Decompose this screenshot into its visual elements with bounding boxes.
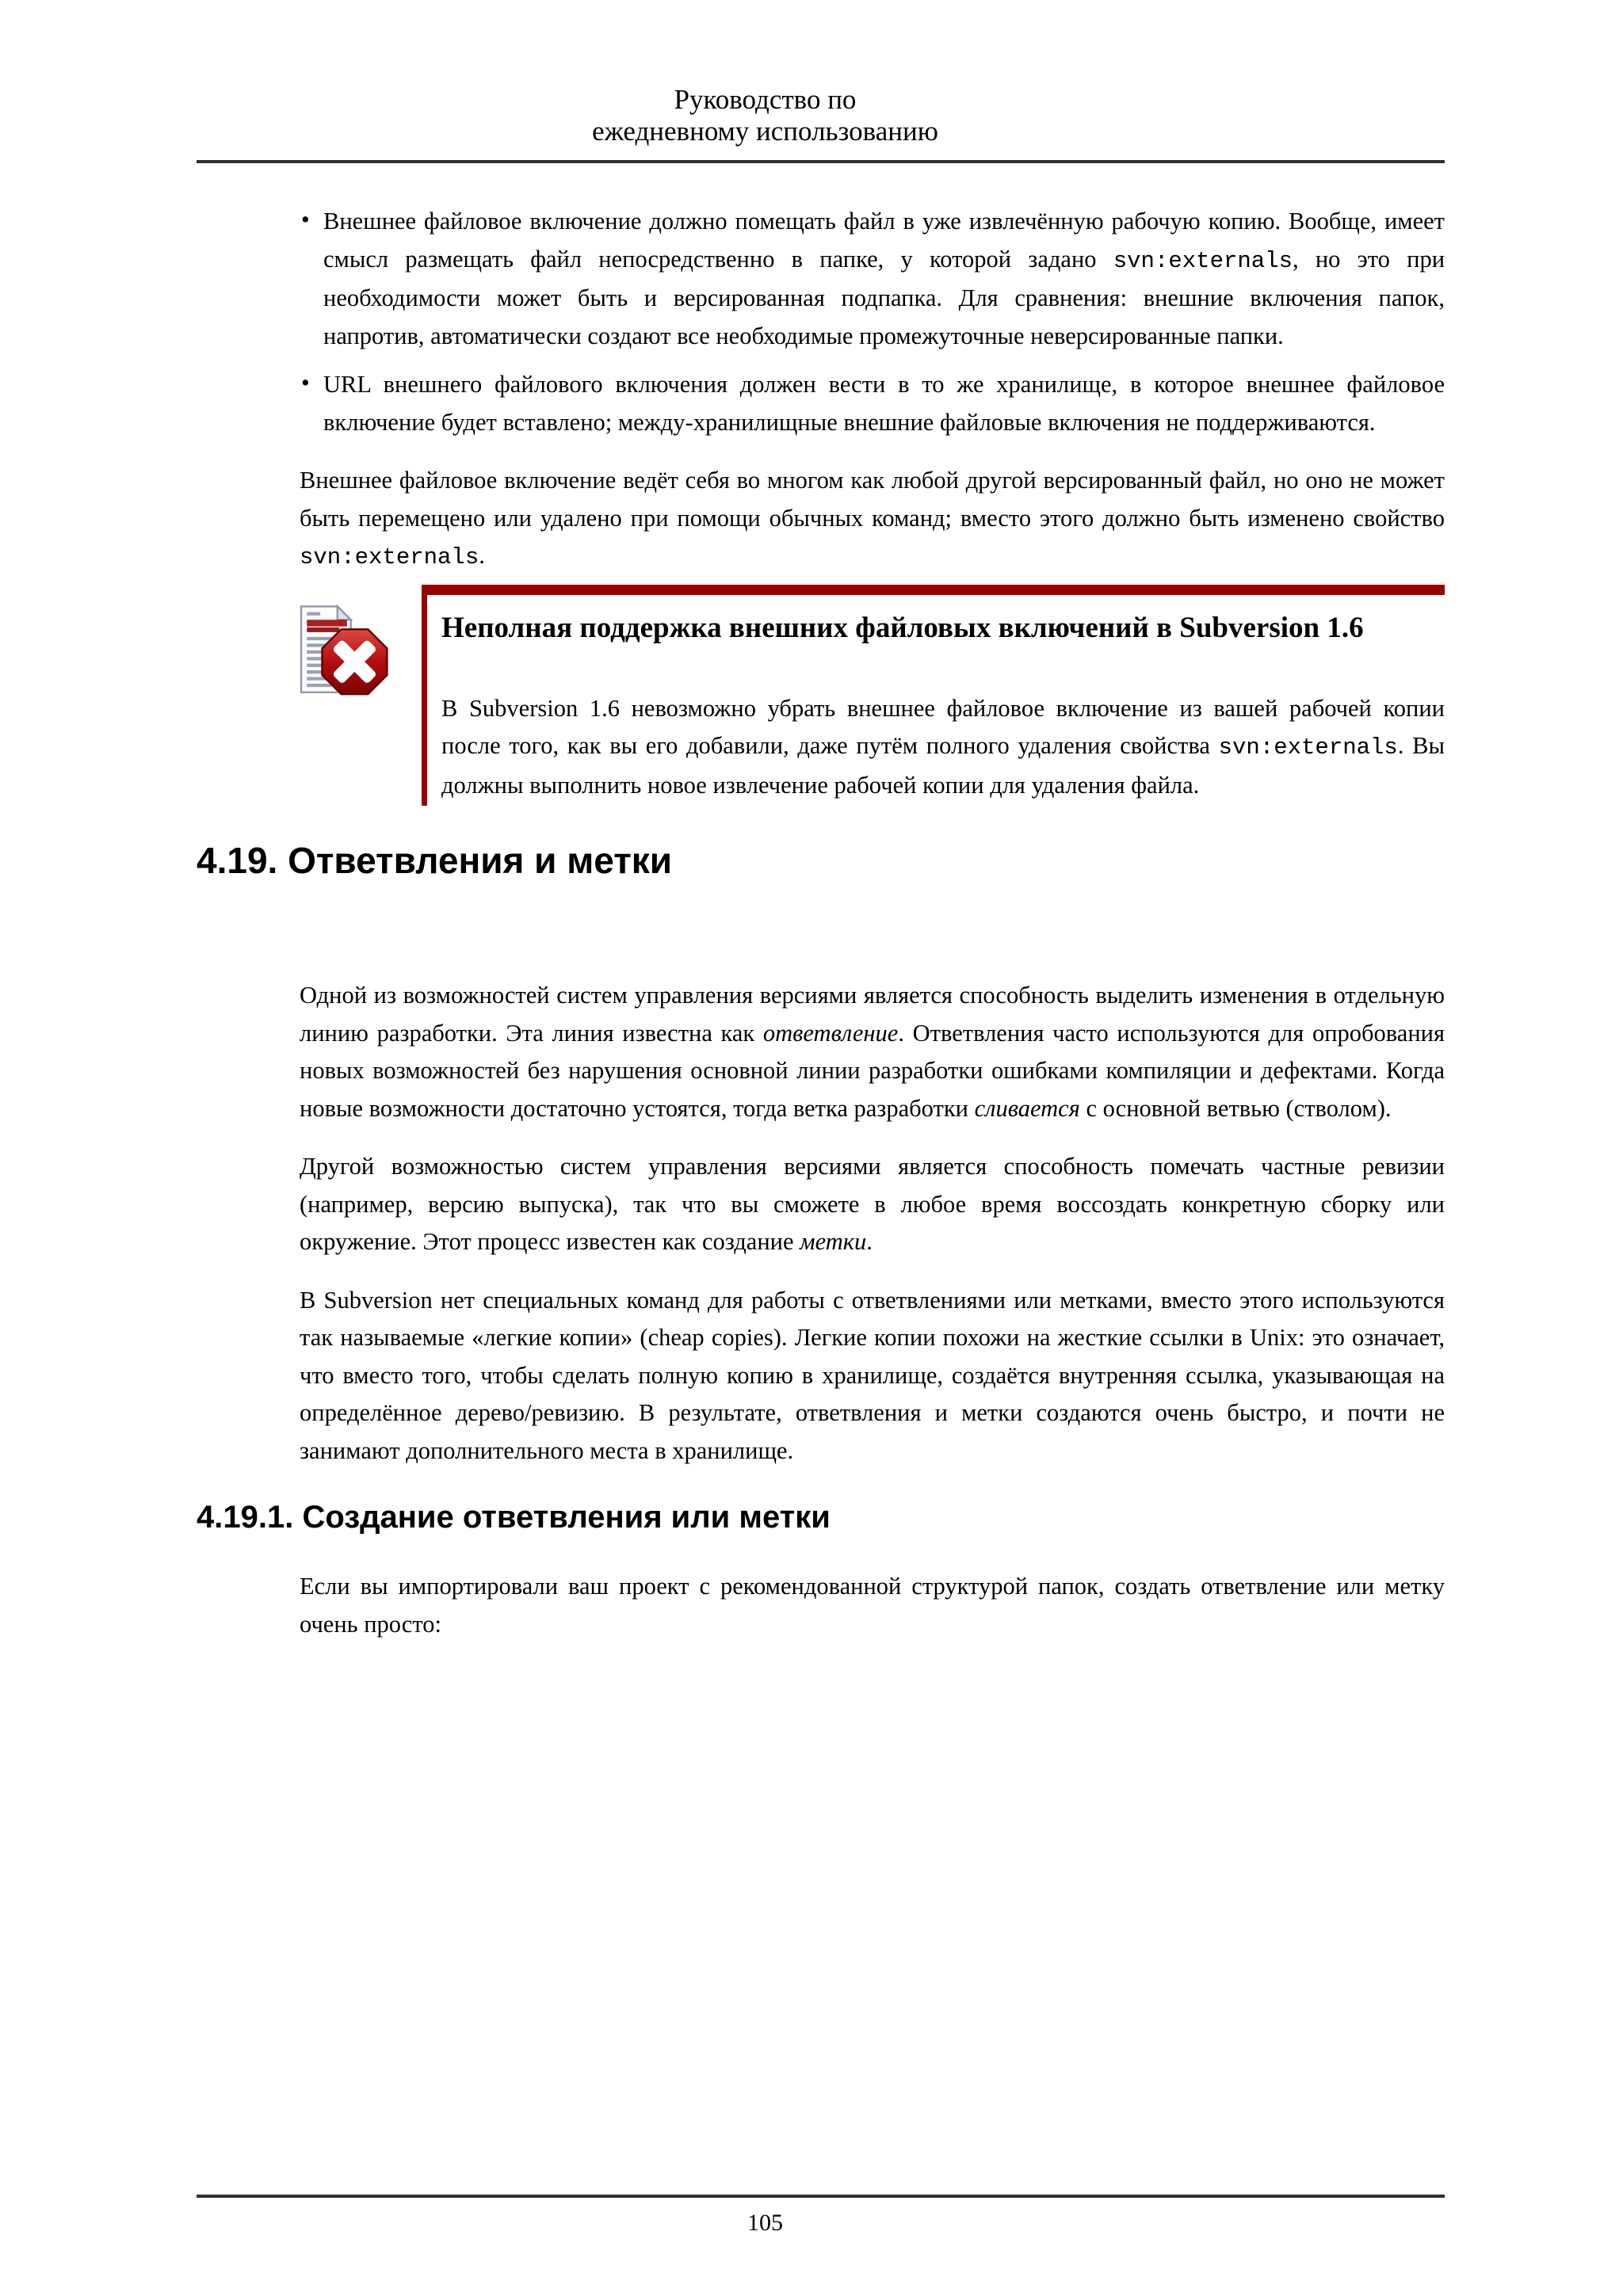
list-item-text: URL внешнего файлового включения должен вести в то же хранилище, в которое внешнее файловое включение будет вставлено; между-хранилищные внешние файловые включения не поддерживаются. [323, 371, 1445, 436]
warning-document-x-icon [295, 605, 391, 698]
subsection-heading: 4.19.1. Создание ответвления или метки [197, 1500, 831, 1535]
paragraph-branches-intro [300, 977, 1445, 1127]
code-svn-externals: svn:externals [1218, 734, 1398, 761]
text-segment: . [479, 542, 485, 569]
paragraph-externals-behavior [300, 462, 1445, 577]
text-segment: Внешнее файловое включение должно помещать файл в уже извлечённую рабочую копию. Вообще, имеет смысл размещать файл непосредственно в папке, у которой задано [323, 208, 1445, 273]
text-segment: , но это при необходимости может быть и версированная подпапка. Для сравнения: внешние включения папок, напротив, автоматически создают все необходимые промежуточные неверсированные папки. [323, 245, 1445, 349]
page-content [197, 203, 1445, 1643]
emphasis-tag: метки [800, 1228, 867, 1255]
list-item [300, 203, 1445, 355]
list-item-text [323, 208, 1445, 349]
page-footer [197, 2195, 1445, 2239]
text-segment: . Вы должны выполнить новое извлечение рабочей копии для удаления файла. [441, 732, 1445, 799]
bullet-icon: • [301, 206, 310, 233]
warning-body [441, 690, 1445, 805]
header-title-line2: ежедневному использованию [592, 116, 938, 147]
list-item [300, 366, 1445, 441]
text-segment: . Ответвления часто используются для опробования новых возможностей без нарушения основной линии разработки ошибками компиляции и дефектами. Когда новые возможности достаточно устоятся, тогда ветка разработки [300, 1019, 1445, 1122]
paragraph-cheap-copies: В Subversion нет специальных команд для работы с ответвлениями или метками, вместо этого используются так называемые «легкие копии» (cheap copies). Легкие копии похожи на жесткие ссылки в Unix: это означает, что вместо того, чтобы сделать полную копию в хранилище, создаётся внутренняя ссылка, указывающая на определённое дерево/ревизию. В результате, ответвления и метки создаются очень быстро, и почти не занимают дополнительного места в хранилище. [300, 1286, 1445, 1464]
header-title-line1: Руководство по [674, 84, 857, 115]
header-rule [197, 160, 1445, 163]
emphasis-branch: ответвление [762, 1019, 899, 1047]
bullet-icon: • [301, 369, 310, 396]
text-segment: . [866, 1228, 873, 1255]
warning-admonition [422, 585, 1445, 807]
text-segment: Другой возможностью систем управления версиями является способность помечать частные ревизии (например, версию выпуска), так что вы сможете в любое время воссоздать конкретную сборку или окружение. Этот процесс известен как создание [300, 1153, 1445, 1255]
text-segment: с основной ветвью (стволом). [1079, 1094, 1392, 1122]
text-segment: В Subversion 1.6 невозможно убрать внешнее файловое включение из вашей рабочей копии после того, как вы его добавили, даже путём полного удаления свойства [441, 694, 1445, 759]
paragraph-tags-intro [300, 1148, 1445, 1261]
bullet-list [300, 203, 1445, 441]
code-svn-externals: svn:externals [300, 544, 479, 570]
footer-rule [197, 2195, 1445, 2198]
warning-title: Неполная поддержка внешних файловых включений в Subversion 1.6 [441, 611, 1364, 644]
page-header [197, 0, 1445, 163]
header-title [197, 84, 1445, 147]
emphasis-merge: сливается [974, 1094, 1080, 1122]
section-heading: 4.19. Ответвления и метки [197, 840, 673, 881]
text-segment: Внешнее файловое включение ведёт себя во многом как любой другой версированный файл, но оно не может быть перемещено или удалено при помощи обычных команд; вместо этого должно быть изменено свойство [300, 467, 1445, 532]
page-number: 105 [747, 2210, 783, 2236]
text-segment: Одной из возможностей систем управления версиями является способность выделить изменения в отдельную линию разработки. Эта линия известна как [300, 982, 1445, 1047]
code-svn-externals: svn:externals [1113, 247, 1293, 274]
paragraph-create-branch: Если вы импортировали ваш проект с рекомендованной структурой папок, создать ответвление или метку очень просто: [300, 1573, 1445, 1638]
